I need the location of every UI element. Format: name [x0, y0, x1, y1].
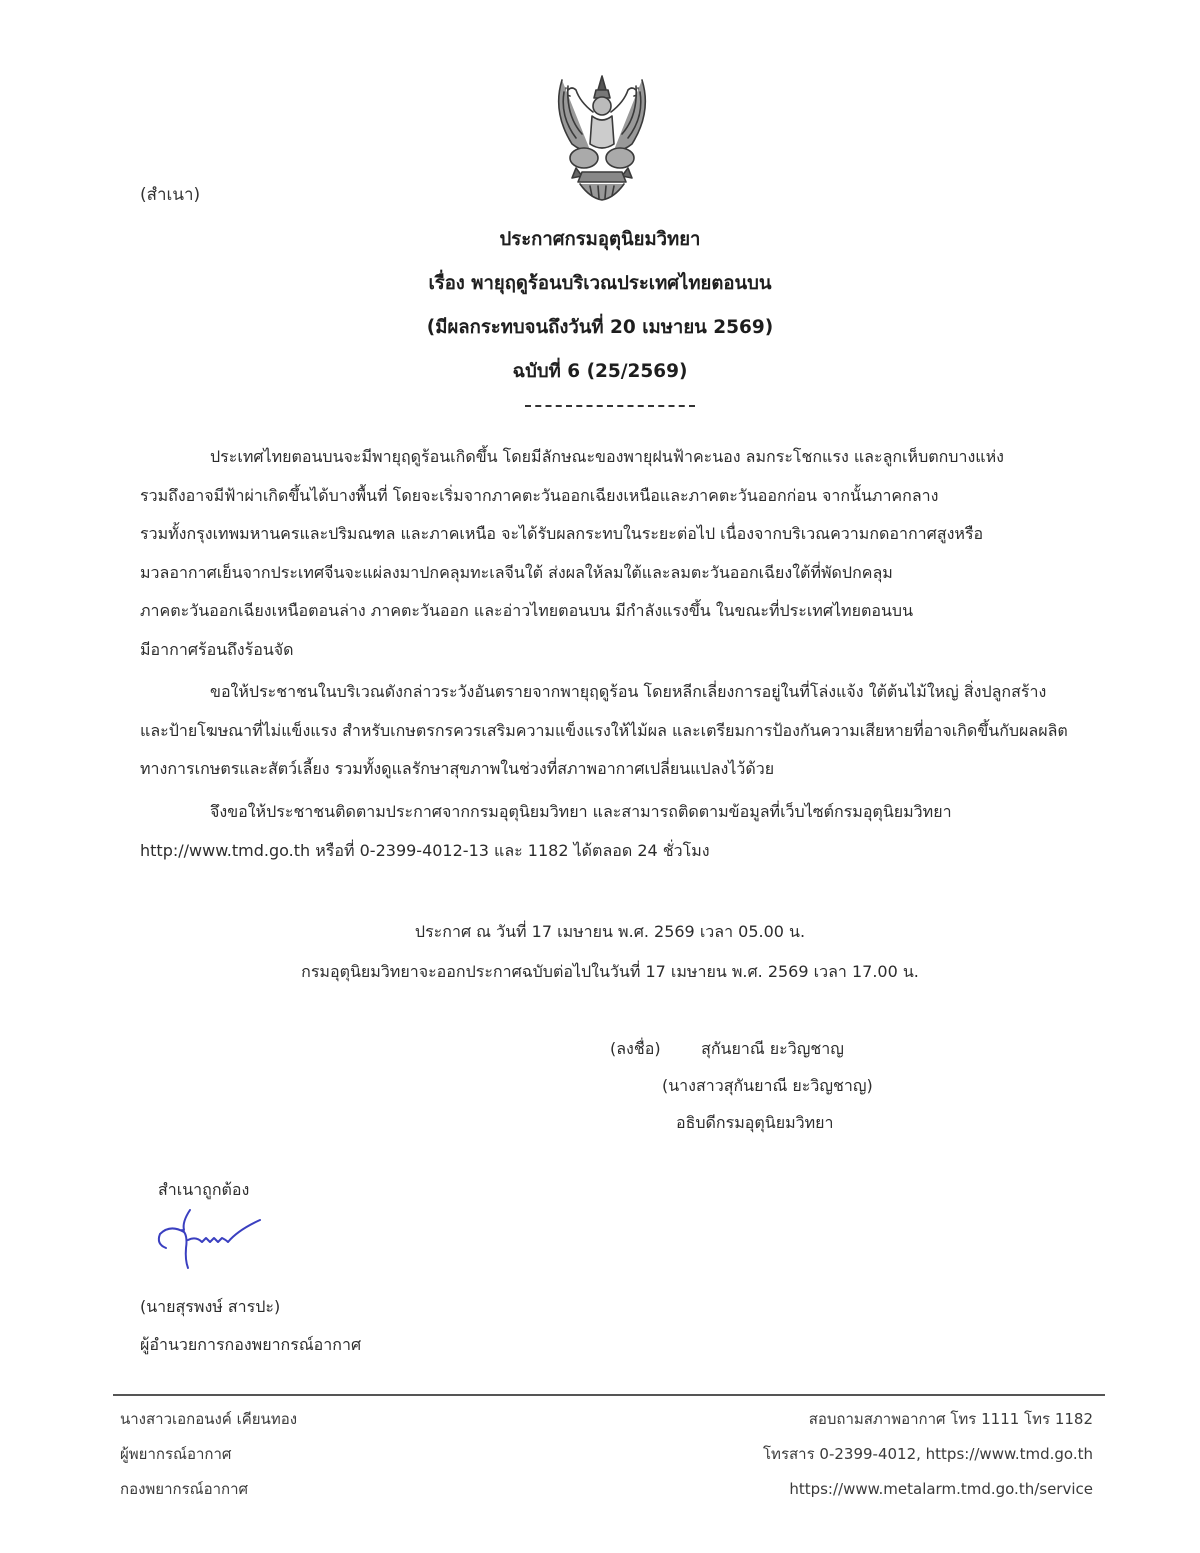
signatory-full-name: (นางสาวสุกันยาณี ยะวิญชาญ) [662, 1076, 873, 1095]
forecaster-title: ผู้พยากรณ์อากาศ [120, 1445, 232, 1463]
paragraph-line: ทางการเกษตรและสัตว์เลี้ยง รวมทั้งดูแลรักษาสุขภาพในช่วงที่สภาพอากาศเปลี่ยนแปลงไว้ด้วย [140, 759, 775, 778]
forecaster-division: กองพยากรณ์อากาศ [120, 1480, 249, 1498]
paragraph-contact [140, 793, 1075, 870]
contact-phone: สอบถามสภาพอากาศ โทร 1111 โทร 1182 [808, 1410, 1093, 1428]
certified-copy-label: สำเนาถูกต้อง [158, 1180, 250, 1199]
garuda-emblem-icon [542, 72, 662, 204]
issued-datetime: ประกาศ ณ วันที่ 17 เมษายน พ.ศ. 2569 เวลา 05.00 น. [414, 922, 806, 941]
paragraph-situation [140, 438, 1075, 669]
footer-contact [763, 1402, 1093, 1507]
paragraph-line: มวลอากาศเย็นจากประเทศจีนจะแผ่ลงมาปกคลุมทะเลจีนใต้ ส่งผลให้ลมใต้และลมตะวันออกเฉียงใต้ที่พัดปกคลุม [140, 562, 893, 582]
contact-fax-website: โทรสาร 0-2399-4012, https://www.tmd.go.th [763, 1445, 1093, 1463]
paragraph-line: มีอากาศร้อนถึงร้อนจัด [140, 639, 294, 659]
title-effect-period: (มีผลกระทบจนถึงวันที่ 20 เมษายน 2569) [426, 317, 774, 338]
paragraph-line: รวมทั้งกรุงเทพมหานครและปริมณฑล และภาคเหนือ จะได้รับผลกระทบในระยะต่อไป เนื่องจากบริเวณความกดอากาศสูงหรือ [140, 524, 984, 543]
paragraph-line: และป้ายโฆษณาที่ไม่แข็งแรง สำหรับเกษตรกรควรเสริมความแข็งแรงให้ไม้ผล และเตรียมการป้องกันความเสียหายที่อาจเกิดขึ้นกับผลผลิต [140, 720, 1068, 740]
signed-line [610, 1030, 873, 1067]
paragraph-line: จึงขอให้ประชาชนติดตามประกาศจากกรมอุตุนิยมวิทยา และสามารถติดตามข้อมูลที่เว็บไซต์กรมอุตุนิยมวิทยา [210, 802, 952, 821]
next-issue-datetime: กรมอุตุนิยมวิทยาจะออกประกาศฉบับต่อไปในวันที่ 17 เมษายน พ.ศ. 2569 เวลา 17.00 น. [301, 962, 919, 981]
title-subject: เรื่อง พายุฤดูร้อนบริเวณประเทศไทยตอนบน [428, 273, 772, 294]
paragraph-line: ภาคตะวันออกเฉียงเหนือตอนล่าง ภาคตะวันออก และอ่าวไทยตอนบน มีกำลังแรงขึ้น ในขณะที่ประเทศไทยตอนบน [140, 601, 913, 620]
paragraph-precautions [140, 673, 1075, 789]
separator [525, 405, 695, 407]
copy-mark: (สำเนา) [140, 185, 201, 205]
footer-forecaster [120, 1402, 297, 1507]
forecaster-name: นางสาวเอกอนงค์ เคียนทอง [120, 1410, 298, 1428]
signatory-position: อธิบดีกรมอุตุนิยมวิทยา [676, 1113, 834, 1132]
certifier-name: (นายสุรพงษ์ สารปะ) [140, 1297, 281, 1316]
handwritten-signature-icon [152, 1208, 272, 1278]
paragraph-line: ประเทศไทยตอนบนจะมีพายุฤดูร้อนเกิดขึ้น โดยมีลักษณะของพายุฝนฟ้าคะนอง ลมกระโชกแรง และลูกเห็บตกบางแห่ง [210, 447, 1004, 466]
footer-divider [113, 1394, 1105, 1396]
paragraph-line: ขอให้ประชาชนในบริเวณดังกล่าวระวังอันตรายจากพายุฤดูร้อน โดยหลีกเลี่ยงการอยู่ในที่โล่งแจ้ง ใต้ต้นไม้ใหญ่ สิ่งปลูกสร้าง [210, 682, 1047, 701]
paragraph-line: http://www.tmd.go.th หรือที่ 0-2399-4012-13 และ 1182 ได้ตลอด 24 ชั่วโมง [140, 840, 710, 860]
signed-label: (ลงชื่อ) [610, 1039, 661, 1058]
certifier-block [140, 1288, 361, 1364]
signed-name: สุกันยาณี ยะวิญชาญ [701, 1039, 844, 1058]
document-title [0, 222, 1200, 398]
certifier-position: ผู้อำนวยการกองพยากรณ์อากาศ [140, 1335, 362, 1354]
paragraph-line: รวมถึงอาจมีฟ้าผ่าเกิดขึ้นได้บางพื้นที่ โดยจะเริ่มจากภาคตะวันออกเฉียงเหนือและภาคตะวันออกก่อน จากนั้นภาคกลาง [140, 485, 939, 505]
contact-service-url: https://www.metalarm.tmd.go.th/service [789, 1480, 1093, 1498]
title-issue-number: ฉบับที่ 6 (25/2569) [512, 361, 688, 382]
title-agency: ประกาศกรมอุตุนิยมวิทยา [499, 229, 701, 250]
announcement-timing [0, 912, 1200, 992]
signatory-block [610, 1030, 873, 1141]
